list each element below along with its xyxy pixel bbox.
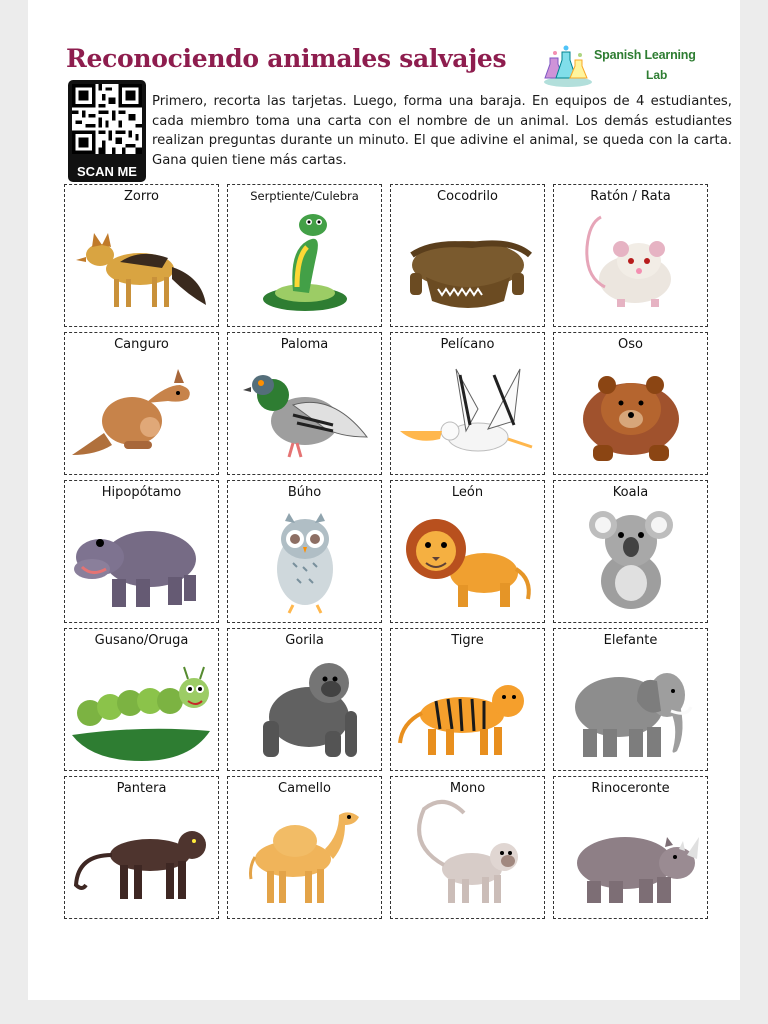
animal-card-label: Serptiente/Culebra [250, 189, 359, 203]
tiger-icon [396, 651, 539, 767]
lion-icon [396, 503, 539, 619]
bear-icon [559, 355, 702, 471]
animal-card [390, 184, 545, 327]
animal-card-label: Pantera [116, 781, 167, 796]
animal-card [390, 628, 545, 771]
animal-card [64, 480, 219, 623]
animal-card [64, 332, 219, 475]
animal-card [64, 776, 219, 919]
animal-card [553, 776, 708, 919]
animal-card-label: Gusano/Oruga [94, 633, 189, 648]
animal-card-label: Oso [618, 337, 643, 352]
pelican-icon [396, 355, 539, 471]
flask-logo-icon [542, 44, 594, 88]
spanish-learning-lab-logo [542, 44, 696, 90]
animal-card-label: Hipopótamo [101, 485, 182, 500]
animal-card [390, 332, 545, 475]
animal-card-label: Pelícano [440, 337, 495, 352]
animal-card-label: Rinoceronte [591, 781, 670, 796]
animal-card-label: Canguro [114, 337, 169, 352]
scan-me-label: SCAN ME [77, 164, 137, 179]
animal-card-label: Paloma [280, 337, 329, 352]
rhino-icon [559, 799, 702, 915]
animal-card-label: Elefante [603, 633, 658, 648]
qr-code-icon [72, 84, 142, 154]
camel-icon [233, 799, 376, 915]
animal-card-label: Koala [612, 485, 649, 500]
pigeon-icon [233, 355, 376, 471]
kangaroo-icon [70, 355, 213, 471]
gorilla-icon [233, 651, 376, 767]
rat-icon [559, 207, 702, 323]
animal-card-label: Cocodrilo [437, 189, 498, 204]
animal-card-label: Tigre [451, 633, 484, 648]
animal-card [227, 628, 382, 771]
animal-card [390, 480, 545, 623]
caterpillar-icon [70, 651, 213, 767]
page-title: Reconociendo animales salvajes [66, 44, 507, 73]
animal-card-label: Búho [287, 485, 322, 500]
animal-card-label: Zorro [124, 189, 159, 204]
animal-card [390, 776, 545, 919]
animal-card [227, 332, 382, 475]
animal-card [227, 776, 382, 919]
owl-icon [233, 503, 376, 619]
animal-card [64, 628, 219, 771]
qr-code-badge[interactable] [68, 80, 146, 182]
animal-cards-grid [64, 184, 714, 922]
instructions-text: Primero, recorta las tarjetas. Luego, forma una baraja. En equipos de 4 estudiantes, cada miembro toma una carta con el nombre de un animal. Los demás estudiantes realizan preguntas durante un minuto. El que adivine el animal, se queda con la carta. Gana quien tiene más cartas. [152, 94, 732, 168]
panther-icon [70, 799, 213, 915]
crocodile-icon [396, 207, 539, 323]
animal-card-label: Mono [449, 781, 486, 796]
hippo-icon [70, 503, 213, 619]
worksheet-page [28, 0, 740, 1000]
koala-icon [559, 503, 702, 619]
logo-text-line2: Lab [646, 68, 668, 82]
animal-card-label: Ratón / Rata [590, 189, 671, 204]
animal-card [553, 628, 708, 771]
animal-card [553, 184, 708, 327]
animal-card [227, 480, 382, 623]
animal-card [553, 332, 708, 475]
animal-card [553, 480, 708, 623]
fox-icon [70, 207, 213, 323]
animal-card [227, 184, 382, 327]
animal-card-label: Gorila [285, 633, 324, 648]
snake-icon [233, 207, 376, 323]
elephant-icon [559, 651, 702, 767]
animal-card [64, 184, 219, 327]
animal-card-label: León [451, 485, 484, 500]
logo-text-line1: Spanish Learning [594, 48, 696, 62]
monkey-icon [396, 799, 539, 915]
animal-card-label: Camello [278, 781, 331, 796]
